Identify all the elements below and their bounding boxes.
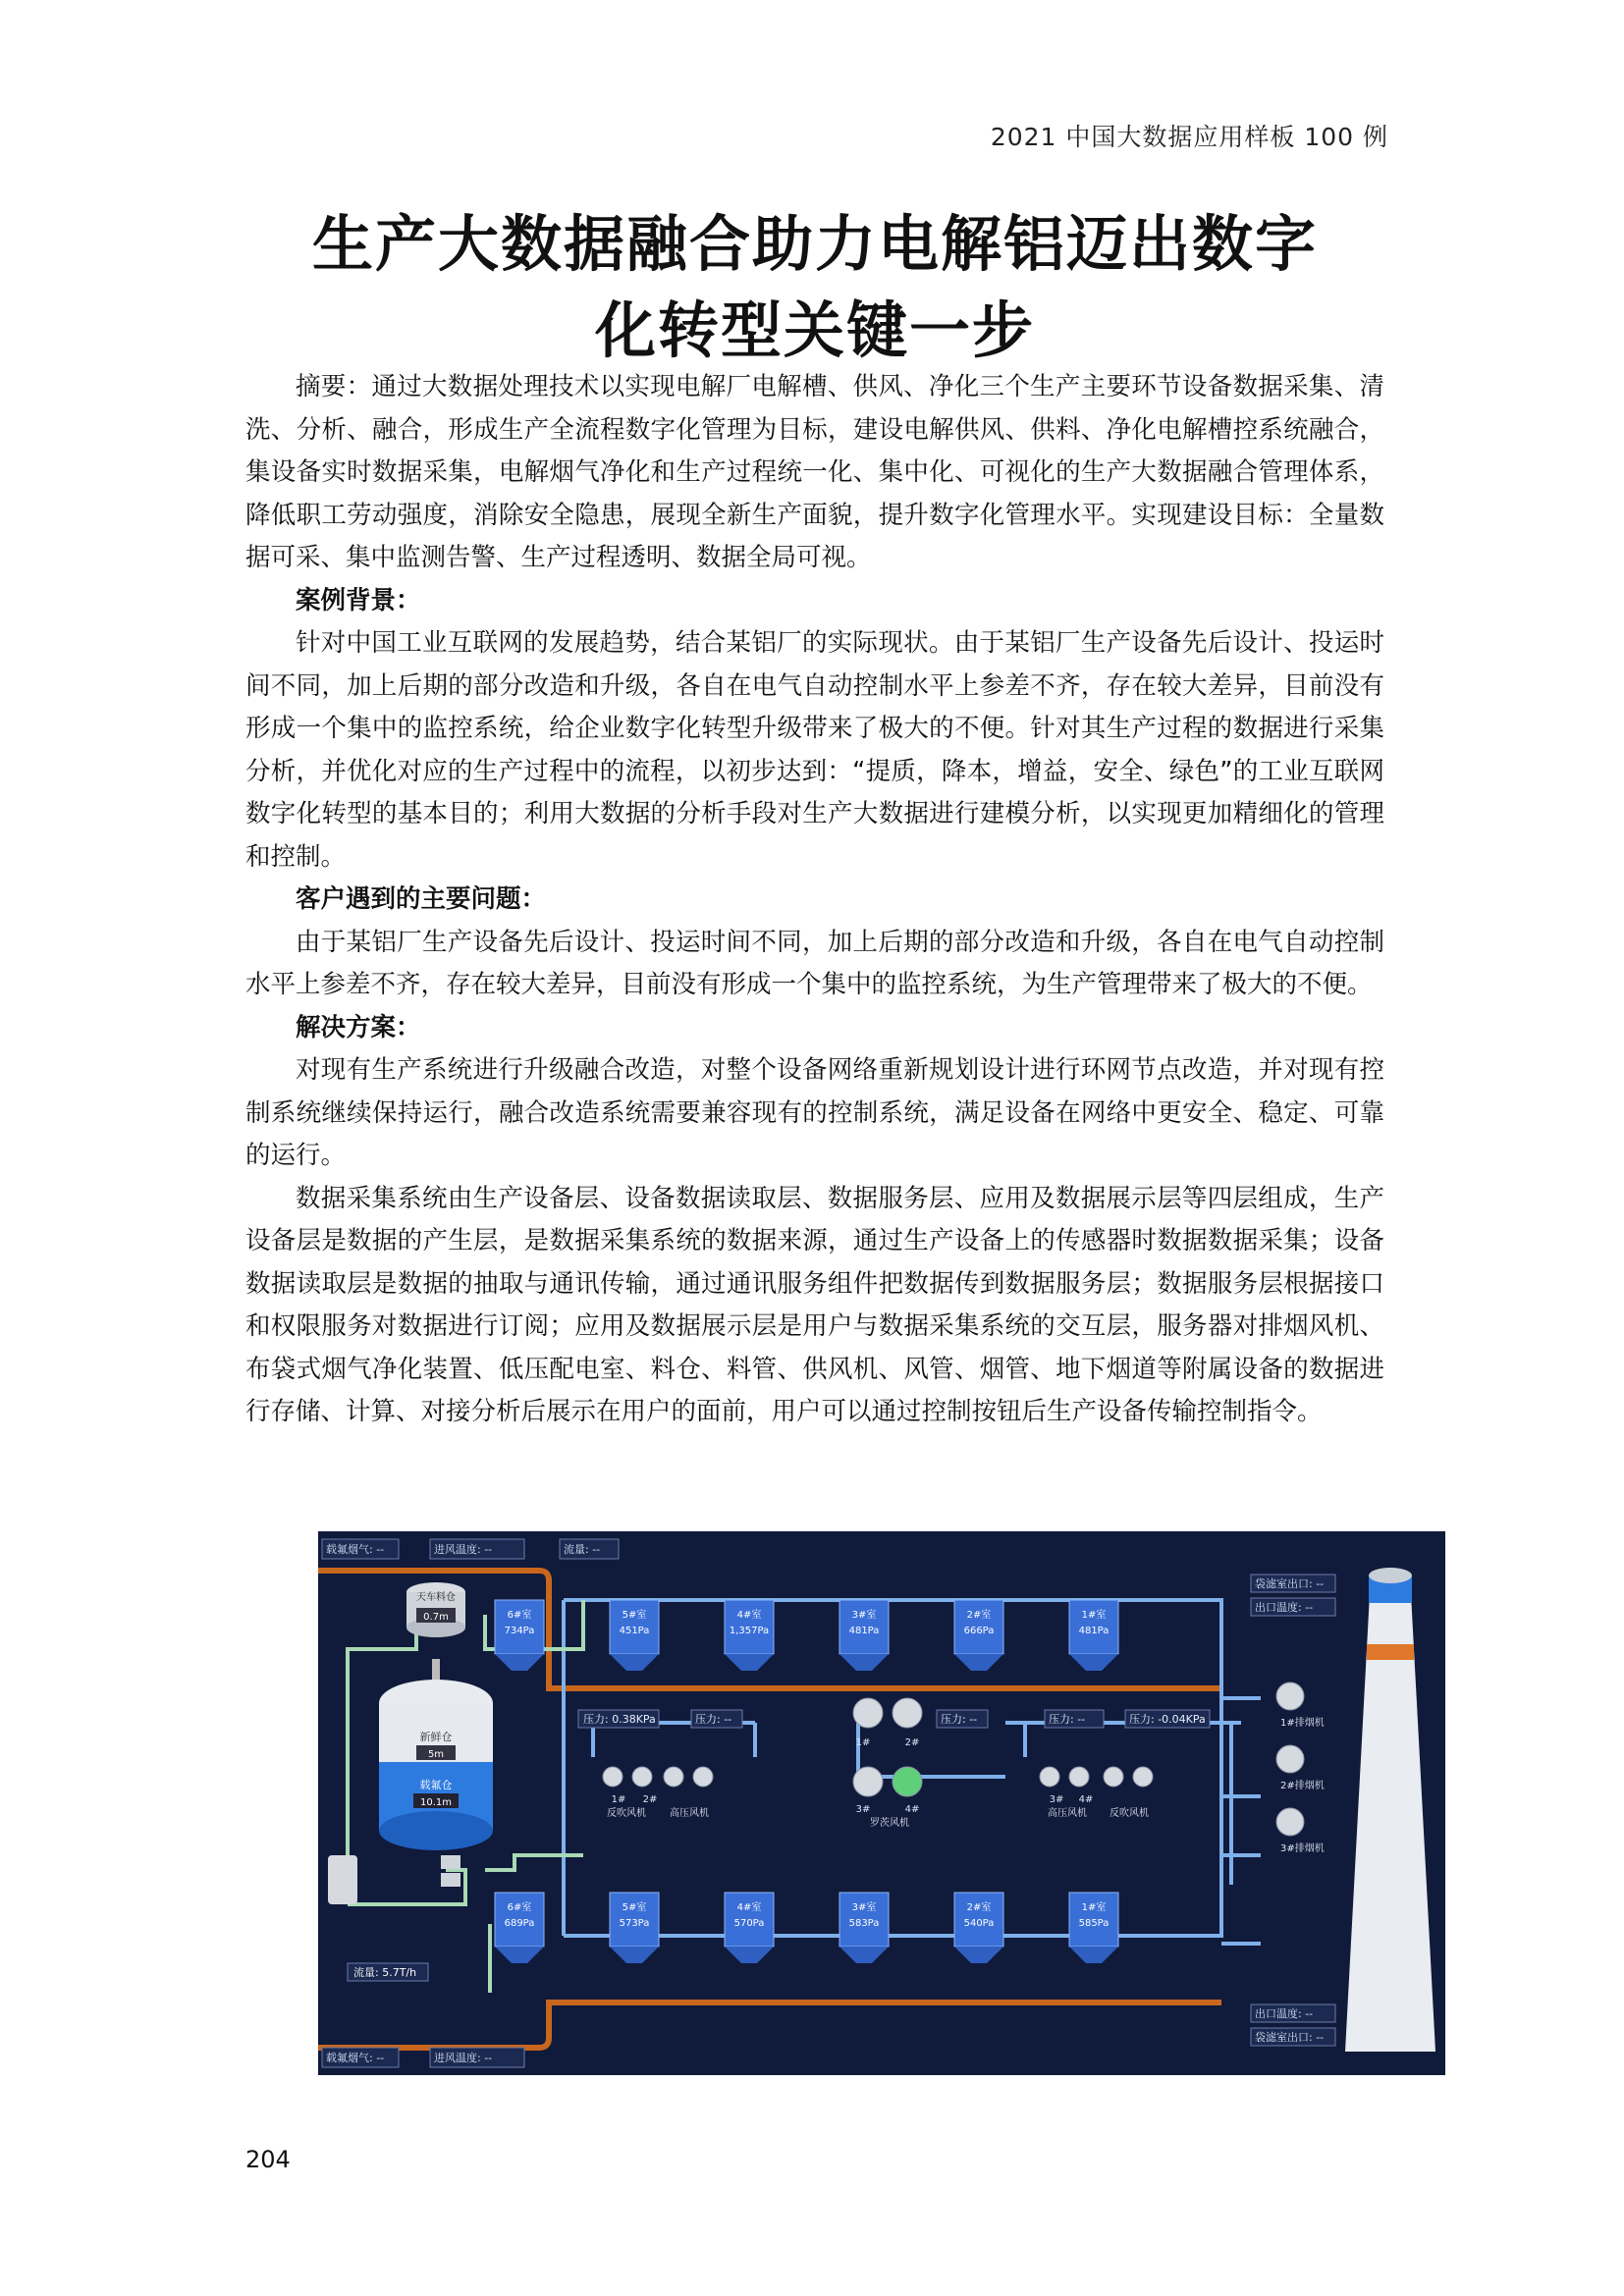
chamber-name: 3#室	[851, 1610, 877, 1621]
chamber-hopper	[610, 1947, 659, 1963]
right-top-label-1: 袋滤室出口: --	[1255, 1577, 1325, 1590]
chamber-name: 1#室	[1081, 1610, 1107, 1621]
chamber-top-2	[610, 1600, 659, 1671]
chamber-name: 3#室	[851, 1902, 877, 1913]
fan-number: 4#	[1078, 1794, 1094, 1805]
chamber-pressure: 734Pa	[504, 1626, 535, 1636]
chamber-pressure: 585Pa	[1078, 1918, 1110, 1929]
chamber-pressure: 689Pa	[504, 1918, 535, 1929]
fan-number: 2#	[642, 1794, 658, 1805]
fan-icon	[893, 1698, 922, 1728]
chamber-hopper	[610, 1654, 659, 1671]
bottom-label-1: 载氟烟气: --	[326, 2052, 385, 2064]
top-label-2: 进风温度: --	[434, 1543, 493, 1556]
fan-icon	[1040, 1767, 1059, 1787]
silo-main	[379, 1659, 493, 1850]
background-heading: 案例背景：	[296, 585, 421, 615]
top-label-1: 载氟烟气: --	[326, 1543, 385, 1556]
abstract-paragraph: 摘要：通过大数据处理技术以实现电解厂电解槽、供风、净化三个生产主要环节设备数据采集、清洗、分析、融合，形成生产全流程数字化管理为目标，建设电解供风、供料、净化电解槽控系统融合，集设备实时数据采集，电解烟气净化和生产过程统一化、集中化、可视化的生产大数据融合管理体系，降低职工劳动强度，消除安全隐患，展现全新生产面貌，提升数字化管理水平。实现建设目标：全量数据可采、集中监测告警、生产过程透明、数据全局可视。	[245, 372, 1384, 572]
chamber-hopper	[725, 1654, 774, 1671]
chamber-top-4	[839, 1600, 889, 1671]
chamber-name: 2#室	[966, 1610, 992, 1621]
chamber-hopper	[839, 1947, 889, 1963]
chamber-bottom-6	[1069, 1893, 1118, 1963]
fan-icon	[1133, 1767, 1153, 1787]
right-bottom-label-1: 出口温度: --	[1255, 2007, 1314, 2020]
chamber-hopper	[954, 1947, 1003, 1963]
chamber-top-5	[954, 1600, 1003, 1671]
chamber-bottom-2	[610, 1893, 659, 1963]
article-body	[245, 366, 1384, 1434]
fan-icon	[1069, 1767, 1089, 1787]
fan-number: 1#	[611, 1794, 626, 1805]
chambers-bottom	[495, 1893, 1118, 1963]
fan-icon	[1104, 1767, 1123, 1787]
chamber-bottom-1	[495, 1893, 544, 1963]
chambers-top	[495, 1600, 1118, 1671]
exhaust-fan-label: 1#排烟机	[1280, 1718, 1325, 1729]
chamber-name: 1#室	[1081, 1902, 1107, 1913]
chamber-name: 6#室	[507, 1902, 532, 1913]
fan-number: 1#	[855, 1737, 871, 1748]
problem-heading: 客户遇到的主要问题：	[296, 884, 547, 914]
right-bottom-label-2: 袋滤室出口: --	[1255, 2031, 1325, 2044]
chamber-hopper	[495, 1654, 544, 1671]
fan-icon-running	[893, 1767, 922, 1796]
chamber-hopper	[725, 1947, 774, 1963]
fan-group-name: 罗茨风机	[870, 1818, 909, 1829]
exhaust-fan-icon	[1276, 1745, 1304, 1773]
solution-heading: 解决方案：	[296, 1012, 421, 1042]
solution-paragraph-1: 对现有生产系统进行升级融合改造，对整个设备网络重新规划设计进行环网节点改造，并对现有控制系统继续保持运行，融合改造系统需要兼容现有的控制系统，满足设备在网络中更安全、稳定、可靠的运行。	[245, 1055, 1384, 1170]
exhaust-fan-icon	[1276, 1808, 1304, 1836]
exhaust-fan-label: 3#排烟机	[1280, 1843, 1325, 1854]
silo-loaded-value: 10.1m	[419, 1797, 453, 1808]
chamber-hopper	[1069, 1654, 1118, 1671]
pressure-label-3: 压力: --	[941, 1713, 978, 1726]
flow-label: 流量: 5.7T/h	[353, 1966, 417, 1979]
page-number: 204	[245, 2146, 291, 2173]
fan-number: 2#	[904, 1737, 920, 1748]
silo-top-name: 天车料仓	[416, 1592, 456, 1603]
chamber-name: 4#室	[736, 1902, 762, 1913]
right-top-label-2: 出口温度: --	[1255, 1601, 1314, 1614]
title-line-2: 化转型关键一步	[594, 294, 1035, 366]
chamber-top-1	[495, 1600, 544, 1671]
chamber-name: 5#室	[622, 1902, 647, 1913]
chamber-hopper	[954, 1654, 1003, 1671]
fan-group-name: 高压风机	[670, 1808, 709, 1819]
chimney	[1345, 1568, 1435, 2052]
chamber-hopper	[839, 1654, 889, 1671]
exhaust-fan-label: 2#排烟机	[1280, 1781, 1325, 1791]
chamber-hopper	[495, 1947, 544, 1963]
pressure-label-2: 压力: --	[695, 1713, 732, 1726]
chamber-hopper	[1069, 1947, 1118, 1963]
fan-number: 3#	[855, 1804, 871, 1815]
bottom-label-2: 进风温度: --	[434, 2052, 493, 2064]
top-label-3: 流量: --	[564, 1543, 601, 1556]
silo-top-value: 0.7m	[423, 1612, 449, 1623]
fan-number: 4#	[904, 1804, 920, 1815]
fan-number: 3#	[1049, 1794, 1064, 1805]
running-header: 2021 中国大数据应用样板 100 例	[990, 123, 1388, 151]
fan-icon	[603, 1767, 623, 1787]
chamber-name: 5#室	[622, 1610, 647, 1621]
chamber-pressure: 570Pa	[733, 1918, 765, 1929]
fan-icon	[853, 1767, 883, 1796]
exhaust-fan-icon	[1276, 1682, 1304, 1710]
fan-group-name: 反吹风机	[607, 1808, 646, 1819]
pressure-label-1: 压力: 0.38KPa	[583, 1713, 656, 1726]
chamber-name: 6#室	[507, 1610, 532, 1621]
chamber-top-6	[1069, 1600, 1118, 1671]
silo-new-name: 新鲜仓	[419, 1731, 453, 1743]
silo-loaded-name: 载氟仓	[419, 1779, 453, 1791]
small-tank	[328, 1855, 460, 1904]
chamber-top-3	[725, 1600, 774, 1671]
chamber-bottom-4	[839, 1893, 889, 1963]
fan-group-name: 高压风机	[1048, 1808, 1087, 1819]
background-paragraph: 针对中国工业互联网的发展趋势，结合某铝厂的实际现状。由于某铝厂生产设备先后设计、投运时间不同，加上后期的部分改造和升级，各自在电气自动控制水平上参差不齐，存在较大差异，目前没有形成一个集中的监控系统，给企业数字化转型升级带来了极大的不便。针对其生产过程的数据进行采集分析，并优化对应的生产过程中的流程，以初步达到：“提质，降本，增益，安全、绿色”的工业互联网数字化转型的基本目的；利用大数据的分析手段对生产大数据进行建模分析，以实现更加精细化的管理和控制。	[245, 628, 1384, 872]
page-title	[245, 201, 1384, 374]
problem-paragraph: 由于某铝厂生产设备先后设计、投运时间不同，加上后期的部分改造和升级，各自在电气自动控制水平上参差不齐，存在较大差异，目前没有形成一个集中的监控系统，为生产管理带来了极大的不便。	[245, 927, 1384, 999]
fan-icon	[693, 1767, 713, 1787]
scada-diagram	[318, 1531, 1445, 2075]
chamber-pressure: 451Pa	[619, 1626, 650, 1636]
chamber-pressure: 481Pa	[1078, 1626, 1110, 1636]
chamber-pressure: 540Pa	[963, 1918, 995, 1929]
chamber-pressure: 583Pa	[848, 1918, 880, 1929]
fan-group-name: 反吹风机	[1110, 1808, 1149, 1819]
pressure-label-5: 压力: -0.04KPa	[1129, 1713, 1206, 1726]
chamber-pressure: 1,357Pa	[729, 1626, 770, 1636]
scada-svg	[318, 1531, 1445, 2075]
chamber-pressure: 481Pa	[848, 1626, 880, 1636]
fan-icon	[853, 1698, 883, 1728]
fan-icon	[664, 1767, 683, 1787]
pressure-label-4: 压力: --	[1049, 1713, 1086, 1726]
silo-top	[406, 1582, 465, 1637]
title-line-1: 生产大数据融合助力电解铝迈出数字	[311, 208, 1318, 280]
silo-new-value: 5m	[427, 1749, 445, 1760]
chamber-bottom-3	[725, 1893, 774, 1963]
chamber-name: 4#室	[736, 1610, 762, 1621]
chamber-name: 2#室	[966, 1902, 992, 1913]
chamber-pressure: 573Pa	[619, 1918, 650, 1929]
chamber-pressure: 666Pa	[963, 1626, 995, 1636]
chamber-bottom-5	[954, 1893, 1003, 1963]
fan-icon	[632, 1767, 652, 1787]
solution-paragraph-2: 数据采集系统由生产设备层、设备数据读取层、数据服务层、应用及数据展示层等四层组成，生产设备层是数据的产生层，是数据采集系统的数据来源，通过生产设备上的传感器时数据数据采集；设备数据读取层是数据的抽取与通讯传输，通过通讯服务组件把数据传到数据服务层；数据服务层根据接口和权限服务对数据进行订阅；应用及数据展示层是用户与数据采集系统的交互层，服务器对排烟风机、布袋式烟气净化装置、低压配电室、料仓、料管、供风机、风管、烟管、地下烟道等附属设备的数据进行存储、计算、对接分析后展示在用户的面前，用户可以通过控制按钮后生产设备传输控制指令。	[245, 1183, 1384, 1426]
